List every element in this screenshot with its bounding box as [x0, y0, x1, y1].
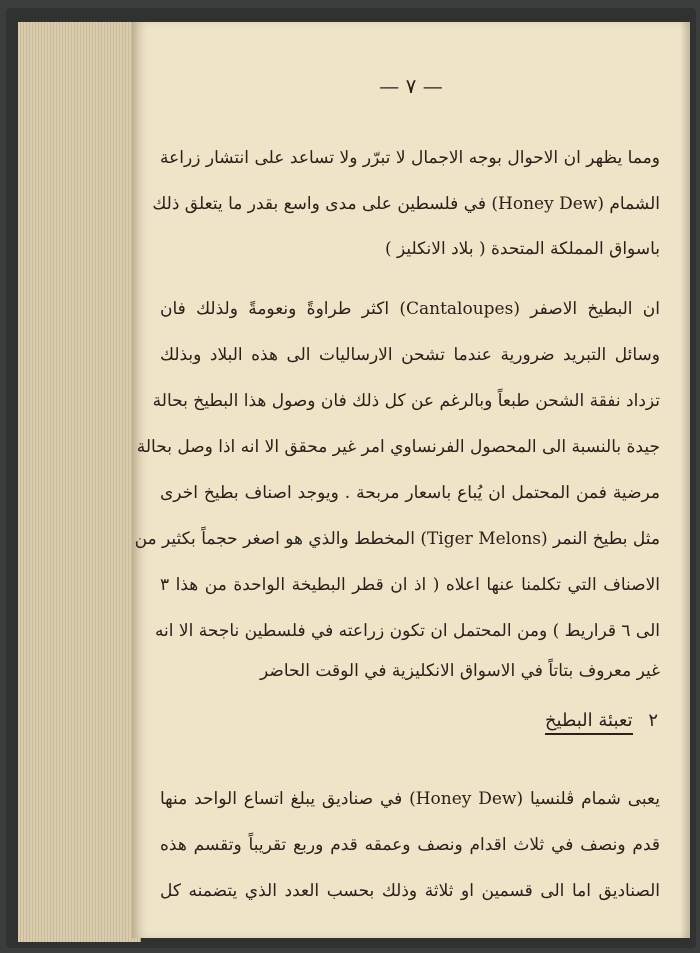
text-line: وسائل التبريد ضرورية عندما تشحن الارساليات الى هذه البلاد وبذلك	[160, 345, 660, 365]
text-line: تزداد نفقة الشحن طبعاً وبالرغم عن كل ذلك فان وصول هذا البطيخ بحالة	[152, 391, 660, 411]
section-heading	[545, 710, 658, 731]
page-number: — ٧ —	[379, 74, 443, 98]
page-edge-shadow	[680, 22, 690, 938]
section-title: تعبئة البطيخ	[545, 710, 633, 735]
text-line: قدم ونصف في ثلاث اقدام ونصف وعمقه قدم وربع تقريباً وتقسم هذه	[160, 835, 660, 855]
text-line: يعبى شمام ڤلنسيا (Honey Dew) في صناديق يبلغ اتساع الواحد منها	[160, 789, 660, 809]
text-line: باسواق المملكة المتحدة ( بلاد الانكليز )	[384, 239, 660, 259]
section-number: ٢	[648, 710, 658, 731]
text-line: مرضية فمن المحتمل ان يُباع باسعار مربحة . ويوجد اصناف بطيخ اخرى	[160, 483, 660, 503]
text-line: غير معروف بتاتاً في الاسواق الانكليزية في الوقت الحاضر	[260, 661, 660, 681]
page-stack-edge	[18, 22, 141, 942]
book-page	[132, 22, 690, 938]
text-line: الشمام (Honey Dew) في فلسطين على مدى واسع بقدر ما يتعلق ذلك	[152, 194, 660, 214]
text-line: ان البطيخ الاصفر (Cantaloupes) اكثر طراوةً ونعومةً ولذلك فان	[160, 299, 661, 319]
text-line: الى ٦ قراريط ) ومن المحتمل ان تكون زراعته في فلسطين ناجحة الا انه	[154, 621, 660, 641]
text-line: مثل بطيخ النمر (Tiger Melons) المخطط والذي هو اصغر حجماً بكثير من	[134, 529, 660, 549]
text-line: الصناديق اما الى قسمين او ثلاثة وذلك بحسب العدد الذي يتضمنه كل	[160, 881, 660, 901]
text-line: ومما يظهر ان الاحوال بوجه الاجمال لا تبرّر ولا تساعد على انتشار زراعة	[160, 148, 660, 168]
text-line: الاصناف التي تكلمنا عنها اعلاه ( اذ ان قطر البطيخة الواحدة من هذا ٣	[160, 575, 660, 595]
text-line: جيدة بالنسبة الى المحصول الفرنساوي امر غير محقق الا انه اذا وصل بحالة	[136, 437, 660, 457]
